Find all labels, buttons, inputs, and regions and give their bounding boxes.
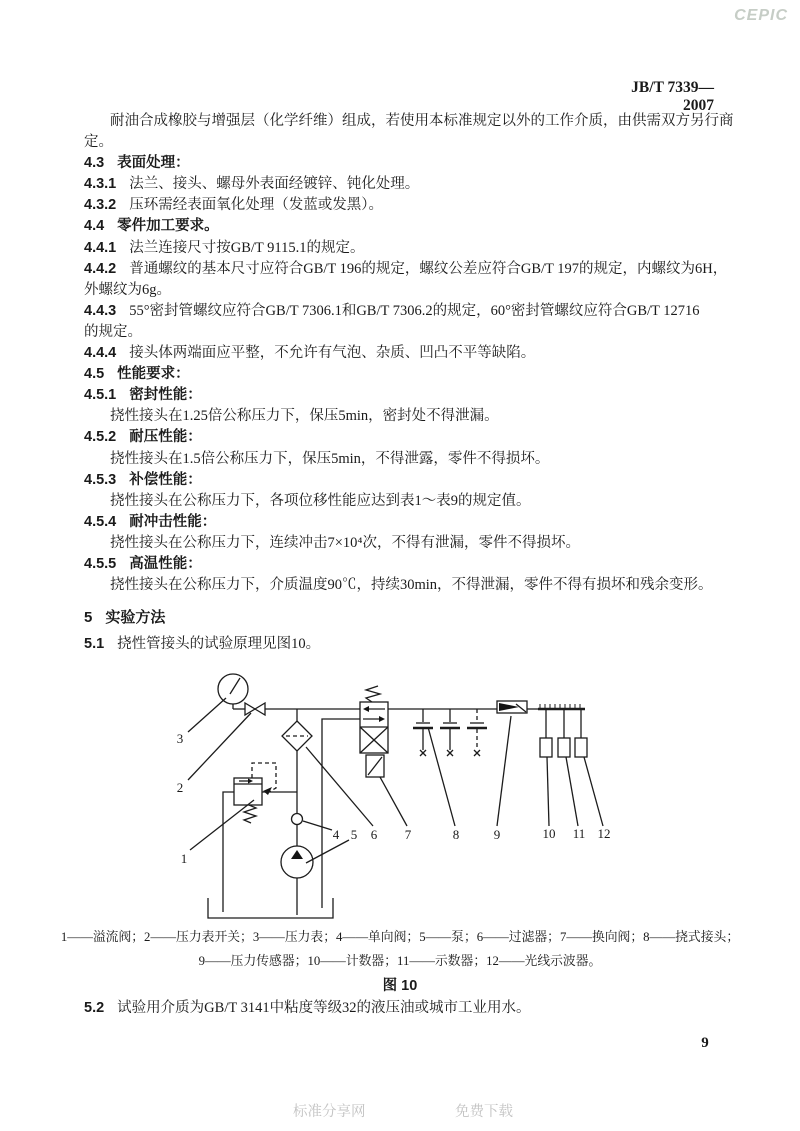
clause-4-5-2: 4.5.2 耐压性能： [84, 429, 202, 446]
figure-label-1: 1 [180, 851, 188, 866]
watermark-free-download: 免费下载 [455, 1104, 513, 1120]
tank-symbol [208, 898, 333, 918]
check-valve-symbol [292, 814, 303, 847]
clause-4-3-2: 4.3.2 压环需经表面氧化处理（发蓝或发黑）。 [84, 197, 383, 214]
clause-4-5-2-body: 挠性接头在1.5倍公称压力下，保压5min，不得泄露，零件不得损坏。 [110, 450, 550, 467]
clause-5-1: 5.1 挠性管接头的试验原理见图10。 [84, 636, 321, 653]
body-text [84, 111, 734, 655]
figure-label-12: 12 [597, 826, 611, 841]
section-5-heading: 5 实验方法 [84, 609, 166, 627]
figure-label-9: 9 [493, 827, 501, 842]
figure-label-10: 10 [542, 826, 556, 841]
pressure-gauge-symbol [218, 674, 248, 709]
clause-4-4-3-cont: 的规定。 [84, 323, 142, 340]
clause-4-5-3: 4.5.3 补偿性能： [84, 471, 202, 488]
figure-10-diagram [150, 660, 660, 932]
page-number: 9 [701, 1035, 709, 1051]
directional-valve-symbol [322, 686, 388, 908]
filter-symbol [282, 709, 312, 813]
clause-4-4: 4.4 零件加工要求。 [84, 218, 219, 235]
clause-5-2: 5.2 试验用介质为GB/T 3141中粘度等级32的液压油或城市工业用水。 [84, 1000, 531, 1016]
clause-4-5-1: 4.5.1 密封性能： [84, 387, 202, 404]
figure-label-8: 8 [452, 827, 460, 842]
figure-item-numbers [177, 731, 611, 866]
clause-4-5-3-body: 挠性接头在公称压力下，各项位移性能应达到表1～表9的规定值。 [110, 492, 531, 509]
clause-4-5-5: 4.5.5 高温性能： [84, 555, 202, 572]
clause-4-4-4: 4.4.4 接头体两端面应平整，不允许有气泡、杂质、凹凸不平等缺陷。 [84, 345, 536, 362]
flexible-joint-symbols [413, 709, 487, 756]
figure-label-11: 11 [572, 826, 586, 841]
clause-4-5: 4.5 性能要求： [84, 366, 190, 383]
clause-4-3: 4.3 表面处理： [84, 155, 190, 172]
instrument-bus [538, 704, 587, 757]
figure-label-4: 4 [332, 827, 340, 842]
pressure-transducer-symbol [497, 701, 538, 713]
clause-4-5-1-body: 挠性接头在1.25倍公称压力下，保压5min，密封处不得泄漏。 [110, 408, 499, 425]
watermark-site-name: 标准分享网 [293, 1104, 366, 1120]
paragraph-line: 耐油合成橡胶与增强层（化学纤维）组成，若使用本标准规定以外的工作介质，由供需双方另行商 [110, 113, 734, 129]
figure-label-2: 2 [176, 780, 184, 795]
clause-4-4-1: 4.4.1 法兰连接尺寸按GB/T 9115.1的规定。 [84, 239, 365, 256]
gauge-switch-symbol [233, 703, 265, 715]
standard-code-header: JB/T 7339—2007 [631, 79, 714, 114]
clause-4-5-4: 4.5.4 耐冲击性能： [84, 513, 217, 530]
figure-label-3: 3 [176, 731, 184, 746]
figure-label-7: 7 [404, 827, 412, 842]
pump-symbol [281, 846, 313, 915]
clause-4-5-4-body: 挠性接头在公称压力下，连续冲击7×10⁴次，不得有泄漏，零件不得损坏。 [110, 534, 580, 551]
figure-label-6: 6 [370, 827, 378, 842]
paragraph-line: 定。 [84, 134, 113, 151]
figure-title: 图 10 [382, 978, 418, 994]
figure-caption-line2: 9——压力传感器；10——计数器；11——示数器；12——光线示波器。 [198, 954, 602, 968]
clause-4-5-5-body: 挠性接头在公称压力下，介质温度90℃，持续30min，不得泄漏，零件不得有损坏和残余变形。 [110, 577, 713, 594]
figure-label-5: 5 [350, 827, 358, 842]
figure-caption-line1: 1——溢流阀；2——压力表开关；3——压力表；4——单向阀；5——泵；6——过滤器；7——换向阀；8——挠式接头； [60, 930, 740, 944]
relief-valve-symbol [223, 763, 297, 912]
clause-4-4-3: 4.4.3 55°密封管螺纹应符合GB/T 7306.1和GB/T 7306.2的规定，60°密封管螺纹应符合GB/T 12716 [84, 302, 700, 319]
clause-4-4-2-cont: 外螺纹为6g。 [84, 281, 171, 298]
clause-4-4-2: 4.4.2 普通螺纹的基本尺寸应符合GB/T 196的规定，螺纹公差应符合GB/T 197的规定，内螺纹为6H， [84, 260, 728, 277]
cepic-logo: CEPIC [734, 7, 788, 24]
clause-4-3-1: 4.3.1 法兰、接头、螺母外表面经镀锌、钝化处理。 [84, 176, 420, 193]
